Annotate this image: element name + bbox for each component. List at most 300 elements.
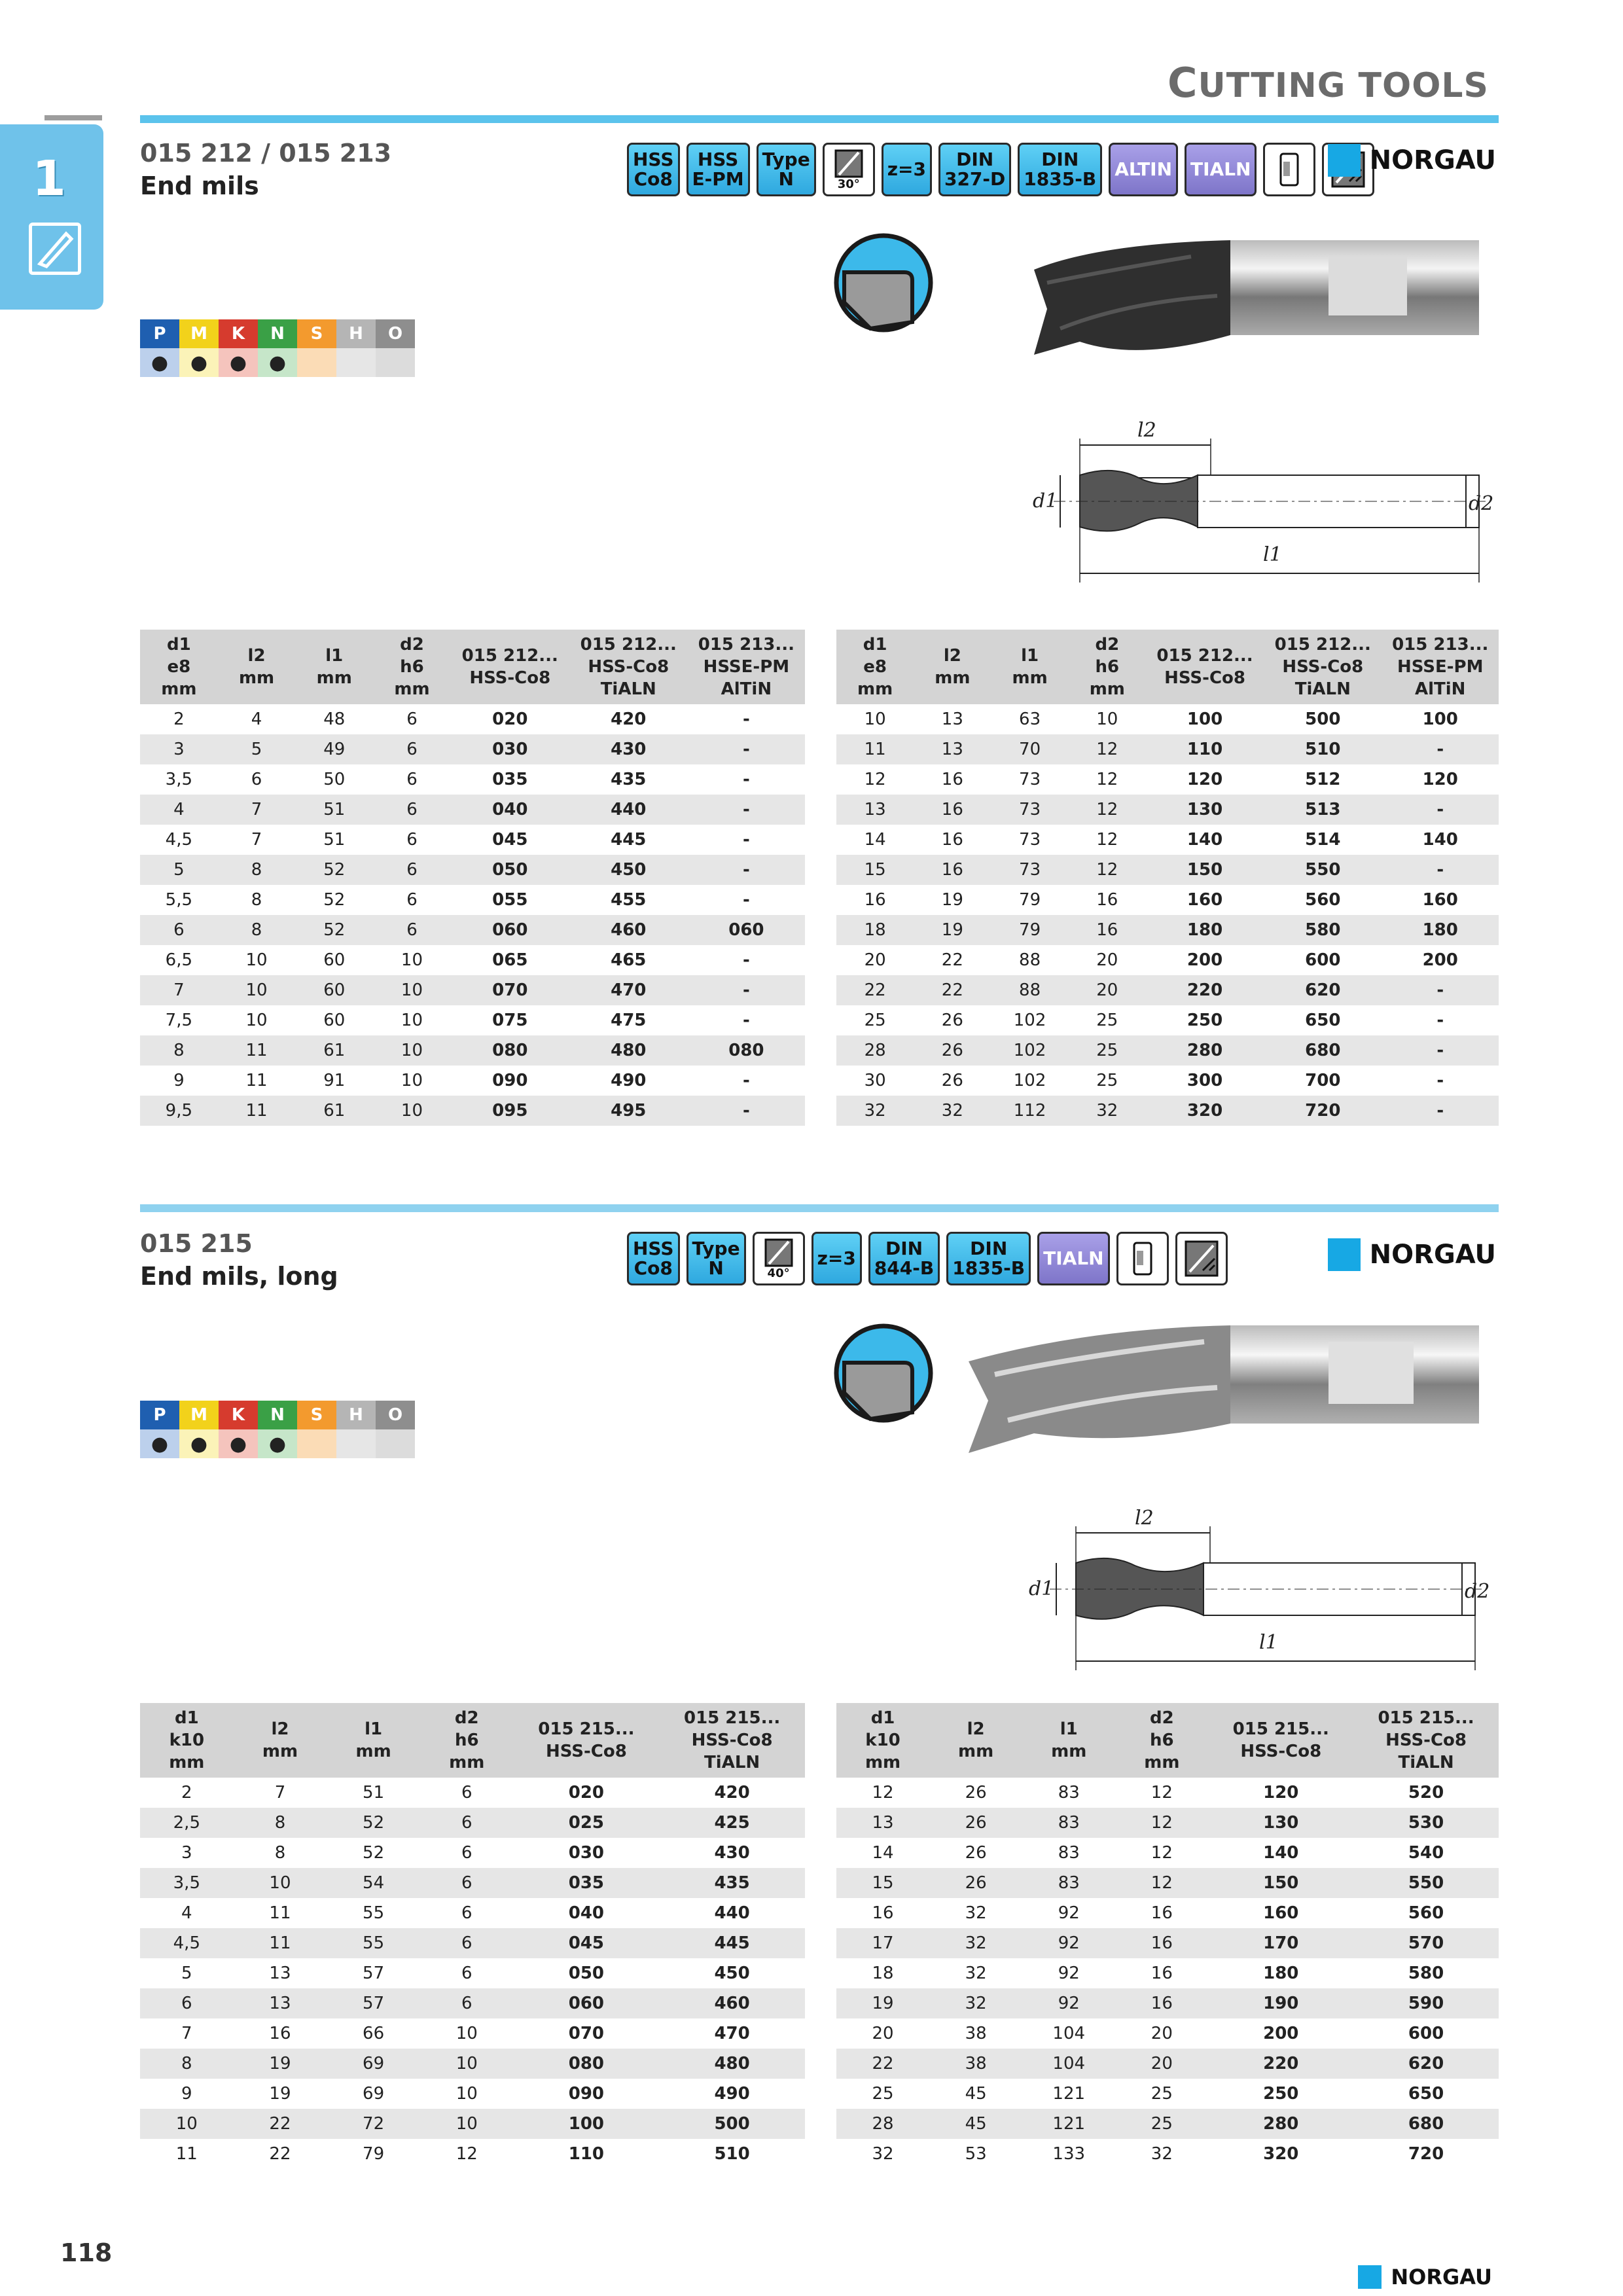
product-name: End mils, long xyxy=(140,1262,338,1291)
badge-angle-label: 40° xyxy=(767,1266,790,1280)
table-cell: 10 xyxy=(420,2049,514,2079)
table-cell: 57 xyxy=(363,1964,385,1983)
table-cell: 19 xyxy=(836,1988,929,2018)
badge-line-1: TIALN xyxy=(1043,1247,1104,1269)
table-cell: 79 xyxy=(991,915,1068,945)
table-cell: 19 xyxy=(941,890,963,910)
table-cell: 030 xyxy=(568,1843,605,1863)
table-cell: 250 xyxy=(1186,1011,1223,1030)
table-cell: 13 xyxy=(836,1808,929,1838)
table-cell: 9 xyxy=(181,2084,192,2104)
material-suitability-dot: ● xyxy=(140,348,179,377)
table-cell: 440 xyxy=(569,795,688,825)
table-cell: 460 xyxy=(569,915,688,945)
table-row xyxy=(140,885,805,915)
table-cell: 7 xyxy=(140,975,218,1005)
table-cell: 075 xyxy=(492,1011,528,1030)
table-cell: 104 xyxy=(1052,2024,1086,2043)
table-cell: 14 xyxy=(864,830,886,850)
table-cell: 250 xyxy=(1263,2084,1299,2104)
table-cell: 8 xyxy=(140,2049,234,2079)
table-cell: 070 xyxy=(568,2024,605,2043)
table-cell: 060 xyxy=(688,915,805,945)
table-cell: 11 xyxy=(218,1096,296,1126)
table-cell: 4 xyxy=(181,1903,192,1923)
table-cell: 91 xyxy=(323,1071,346,1090)
table-cell: 510 xyxy=(714,2144,750,2164)
table-row xyxy=(140,855,805,885)
table-cell: 88 xyxy=(1019,950,1041,970)
table-row xyxy=(836,1928,1499,1958)
table-cell: 090 xyxy=(492,1071,528,1090)
table-row xyxy=(140,2079,805,2109)
table-cell: 16 xyxy=(914,855,991,885)
table-cell: 513 xyxy=(1264,795,1382,825)
table-cell: 51 xyxy=(323,830,346,850)
table-cell: 460 xyxy=(659,1988,805,2018)
material-suitability-dot xyxy=(336,348,376,377)
table-cell: 10 xyxy=(234,1868,327,1898)
table-cell: 060 xyxy=(451,915,569,945)
material-group-H: H xyxy=(336,319,376,348)
table-cell: 680 xyxy=(1264,1035,1382,1066)
property-badge xyxy=(882,143,932,196)
table-cell: 020 xyxy=(492,709,528,729)
dim-l2-label: l2 xyxy=(1137,419,1156,442)
table-cell: 26 xyxy=(929,1868,1022,1898)
material-suitability-dot xyxy=(376,1429,415,1458)
table-cell: 61 xyxy=(295,1096,373,1126)
table-cell: 3,5 xyxy=(140,1868,234,1898)
badge-line-1: ALTIN xyxy=(1115,158,1173,180)
column-header: 015 213... HSSE-PM AlTiN xyxy=(688,630,805,704)
table-cell: 20 xyxy=(872,2024,894,2043)
dim-l2-label: l2 xyxy=(1135,1507,1154,1530)
table-cell: 6 xyxy=(406,890,418,910)
table-cell: 040 xyxy=(568,1903,605,1923)
cutting-profile-icon xyxy=(831,230,936,338)
table-cell: 12 xyxy=(1150,1843,1173,1863)
table-cell: 7 xyxy=(181,2024,192,2043)
table-cell: 020 xyxy=(568,1783,605,1803)
spec-table-right xyxy=(836,630,1499,1126)
table-row xyxy=(140,825,805,855)
table-cell: 3,5 xyxy=(165,770,193,789)
table-cell: 53 xyxy=(965,2144,987,2164)
material-group-P: P xyxy=(140,1401,179,1429)
table-cell: 52 xyxy=(295,915,373,945)
property-badge xyxy=(1109,143,1178,196)
table-cell: 420 xyxy=(611,709,647,729)
table-cell: 190 xyxy=(1208,1988,1353,2018)
column-header: d1 e8 mm xyxy=(836,630,914,704)
badge-line-1: DIN xyxy=(970,1238,1008,1259)
table-cell: 11 xyxy=(234,1928,327,1958)
dim-d1-label: d1 xyxy=(1029,1577,1054,1600)
chapter-number: 1 xyxy=(32,151,66,207)
table-row xyxy=(836,1035,1499,1066)
table-cell: 20 xyxy=(1096,950,1118,970)
badge-line-1: DIN xyxy=(1041,149,1079,170)
table-cell: 20 xyxy=(864,950,886,970)
table-row xyxy=(140,2018,805,2049)
table-cell: 83 xyxy=(1022,1868,1115,1898)
badge-line-1: DIN xyxy=(885,1238,923,1259)
table-cell: 16 xyxy=(1150,1964,1173,1983)
table-cell: - xyxy=(1436,1011,1444,1030)
table-cell: 10 xyxy=(140,2109,234,2139)
table-cell: 580 xyxy=(1408,1964,1444,1983)
table-row xyxy=(140,1838,805,1868)
table-cell: - xyxy=(742,709,750,729)
table-row xyxy=(836,945,1499,975)
table-cell: 26 xyxy=(914,1035,991,1066)
table-row xyxy=(836,2049,1499,2079)
property-badge xyxy=(687,1232,746,1285)
badge-angle-label: 30° xyxy=(837,177,860,191)
table-cell: 570 xyxy=(1353,1928,1499,1958)
table-cell: 16 xyxy=(941,830,963,850)
column-header: 015 212... HSS-Co8 xyxy=(451,630,569,704)
table-cell: 16 xyxy=(269,2024,291,2043)
table-cell: 055 xyxy=(492,890,528,910)
table-cell: 25 xyxy=(1115,2109,1208,2139)
table-row xyxy=(140,1035,805,1066)
table-cell: 080 xyxy=(688,1035,805,1066)
table-cell: 60 xyxy=(295,975,373,1005)
table-cell: 79 xyxy=(363,2144,385,2164)
table-cell: 16 xyxy=(872,1903,894,1923)
table-row xyxy=(140,2109,805,2139)
table-cell: 51 xyxy=(295,795,373,825)
table-cell: 4,5 xyxy=(140,1928,234,1958)
product-code: 015 212 / 015 213 xyxy=(140,139,392,168)
table-cell: 73 xyxy=(991,795,1068,825)
chapter-tab[interactable] xyxy=(0,124,103,310)
table-cell: 19 xyxy=(234,2049,327,2079)
table-cell: 435 xyxy=(659,1868,805,1898)
table-cell: 3 xyxy=(181,1843,192,1863)
table-cell: 26 xyxy=(965,1783,987,1803)
dim-d2-label: d2 xyxy=(1465,1580,1490,1603)
property-badge xyxy=(868,1232,940,1285)
table-cell: 79 xyxy=(1019,890,1041,910)
table-cell: 4 xyxy=(251,709,262,729)
table-cell: 025 xyxy=(514,1808,660,1838)
table-cell: 49 xyxy=(295,734,373,764)
badge-line-2: 1835-B xyxy=(1024,168,1097,190)
table-cell: 60 xyxy=(323,1011,346,1030)
table-cell: 180 xyxy=(1382,915,1499,945)
table-cell: 520 xyxy=(1408,1783,1444,1803)
table-cell: 32 xyxy=(929,1928,1022,1958)
table-cell: 514 xyxy=(1305,830,1341,850)
badge-line-2: 1835-B xyxy=(952,1257,1026,1279)
material-group-P: P xyxy=(140,319,179,348)
column-header: 015 212... HSS-Co8 TiALN xyxy=(1264,630,1382,704)
table-row xyxy=(836,1838,1499,1868)
table-cell: 63 xyxy=(1019,709,1041,729)
table-cell: - xyxy=(742,830,750,850)
table-cell: 2,5 xyxy=(140,1808,234,1838)
table-cell: 4,5 xyxy=(165,830,193,850)
table-row xyxy=(140,1928,805,1958)
table-row xyxy=(836,1898,1499,1928)
table-cell: 200 xyxy=(1186,950,1223,970)
table-cell: 160 xyxy=(1422,890,1458,910)
property-badges xyxy=(627,143,1374,196)
table-cell: 72 xyxy=(327,2109,420,2139)
page-number: 118 xyxy=(60,2238,113,2267)
table-cell: 420 xyxy=(714,1783,750,1803)
column-header: 015 212... HSS-Co8 xyxy=(1146,630,1264,704)
table-row xyxy=(140,1066,805,1096)
table-cell: 720 xyxy=(1264,1096,1382,1126)
table-cell: 10 xyxy=(455,2084,478,2104)
table-cell: - xyxy=(688,975,805,1005)
column-header: l1 mm xyxy=(327,1703,420,1778)
table-cell: 2 xyxy=(173,709,185,729)
column-header: 015 215... HSS-Co8 TiALN xyxy=(1353,1703,1499,1778)
table-row xyxy=(140,1778,805,1808)
material-group-M: M xyxy=(179,1401,219,1429)
table-cell: 83 xyxy=(1058,1843,1080,1863)
table-row xyxy=(836,2139,1499,2169)
table-cell: 73 xyxy=(1019,830,1041,850)
property-badge xyxy=(1037,1232,1109,1285)
material-group-K: K xyxy=(219,1401,258,1429)
table-row xyxy=(836,795,1499,825)
table-cell: 495 xyxy=(569,1096,688,1126)
top-gray-rule xyxy=(45,115,102,120)
table-cell: 050 xyxy=(451,855,569,885)
top-blue-rule xyxy=(140,115,1499,123)
table-cell: 6 xyxy=(461,1843,473,1863)
table-cell: 590 xyxy=(1353,1988,1499,2018)
property-badge xyxy=(1185,143,1257,196)
table-cell: 25 xyxy=(1096,1011,1118,1030)
column-header: d1 e8 mm xyxy=(140,630,218,704)
brand-square-icon xyxy=(1328,1238,1361,1271)
table-cell: 560 xyxy=(1305,890,1341,910)
table-row xyxy=(140,1096,805,1126)
table-cell: 180 xyxy=(1146,915,1264,945)
table-cell: 55 xyxy=(363,1903,385,1923)
table-cell: 15 xyxy=(836,1868,929,1898)
table-row xyxy=(140,1868,805,1898)
table-cell: 20 xyxy=(1069,975,1146,1005)
table-cell: 060 xyxy=(514,1988,660,2018)
table-cell: 440 xyxy=(714,1903,750,1923)
table-row xyxy=(140,915,805,945)
cutting-profile-icon xyxy=(831,1321,936,1428)
table-cell: 55 xyxy=(327,1928,420,1958)
table-cell: 28 xyxy=(836,1035,914,1066)
table-cell: 102 xyxy=(1013,1011,1046,1030)
column-header: l1 mm xyxy=(991,630,1068,704)
table-cell: 92 xyxy=(1022,1988,1115,2018)
table-cell: 720 xyxy=(1408,2144,1444,2164)
table-cell: 11 xyxy=(269,1903,291,1923)
table-cell: 470 xyxy=(569,975,688,1005)
table-cell: 280 xyxy=(1146,1035,1264,1066)
table-cell: 18 xyxy=(872,1964,894,1983)
table-cell: 83 xyxy=(1058,1783,1080,1803)
table-cell: 73 xyxy=(1019,770,1041,789)
brand-square-icon xyxy=(1328,144,1361,177)
table-cell: 9,5 xyxy=(140,1096,218,1126)
table-row xyxy=(140,2139,805,2169)
table-row xyxy=(836,1778,1499,1808)
table-row xyxy=(140,975,805,1005)
table-cell: 6 xyxy=(420,1868,514,1898)
table-cell: 17 xyxy=(836,1928,929,1958)
table-cell: 57 xyxy=(327,1988,420,2018)
table-cell: 10 xyxy=(245,950,268,970)
table-cell: 12 xyxy=(1096,830,1118,850)
table-cell: 700 xyxy=(1305,1071,1341,1090)
helix-angle-icon xyxy=(753,1232,805,1285)
table-cell: 620 xyxy=(1264,975,1382,1005)
table-cell: 080 xyxy=(451,1035,569,1066)
table-cell: 470 xyxy=(714,2024,750,2043)
table-cell: 32 xyxy=(836,1096,914,1126)
table-cell: 10 xyxy=(420,2109,514,2139)
table-row xyxy=(836,975,1499,1005)
table-cell: 22 xyxy=(234,2109,327,2139)
table-row xyxy=(836,1868,1499,1898)
column-header: d2 h6 mm xyxy=(1115,1703,1208,1778)
milling-direction-icon xyxy=(1175,1232,1228,1285)
table-cell: 112 xyxy=(991,1096,1068,1126)
table-cell: 450 xyxy=(569,855,688,885)
material-suitability-grid xyxy=(140,1401,415,1458)
brand-square-icon xyxy=(1358,2265,1382,2289)
table-cell: 560 xyxy=(1408,1903,1444,1923)
material-suitability-dot xyxy=(297,348,336,377)
table-cell: 6 xyxy=(140,1988,234,2018)
table-row xyxy=(836,734,1499,764)
table-cell: 170 xyxy=(1208,1928,1353,1958)
table-cell: 140 xyxy=(1186,830,1223,850)
property-badges xyxy=(627,1232,1228,1285)
table-cell: 150 xyxy=(1208,1868,1353,1898)
section-divider xyxy=(140,1204,1499,1212)
table-cell: - xyxy=(742,890,750,910)
column-header: l2 mm xyxy=(929,1703,1022,1778)
column-header: 015 212... HSS-Co8 TiALN xyxy=(569,630,688,704)
table-cell: 16 xyxy=(1150,1903,1173,1923)
table-cell: 140 xyxy=(1422,830,1458,850)
table-cell: 102 xyxy=(1013,1071,1046,1090)
table-cell: 92 xyxy=(1058,1964,1080,1983)
table-cell: 10 xyxy=(373,1096,451,1126)
table-cell: 12 xyxy=(1115,1808,1208,1838)
table-cell: - xyxy=(688,734,805,764)
badge-line-1: Type xyxy=(762,149,810,170)
table-cell: 035 xyxy=(514,1868,660,1898)
table-cell: 12 xyxy=(872,1783,894,1803)
table-cell: 11 xyxy=(836,734,914,764)
table-cell: 320 xyxy=(1263,2144,1299,2164)
table-cell: 445 xyxy=(659,1928,805,1958)
table-cell: 14 xyxy=(872,1843,894,1863)
table-row xyxy=(140,764,805,795)
table-cell: 110 xyxy=(1146,734,1264,764)
property-badge xyxy=(687,143,750,196)
table-cell: 69 xyxy=(327,2049,420,2079)
helix-angle-icon xyxy=(823,143,875,196)
table-cell: 7,5 xyxy=(165,1011,193,1030)
table-cell: 7 xyxy=(274,1783,286,1803)
table-row xyxy=(836,885,1499,915)
table-cell: 133 xyxy=(1052,2144,1086,2164)
badge-line-1: z=3 xyxy=(817,1247,856,1269)
property-badge xyxy=(757,143,816,196)
table-cell: 5 xyxy=(181,1964,192,1983)
table-cell: 680 xyxy=(1353,2109,1499,2139)
table-cell: 19 xyxy=(914,915,991,945)
table-cell: 30 xyxy=(864,1071,886,1090)
table-cell: 8 xyxy=(234,1808,327,1838)
table-cell: 16 xyxy=(1115,1988,1208,2018)
material-group-N: N xyxy=(258,319,297,348)
table-cell: 100 xyxy=(1186,709,1223,729)
badge-line-2: 327-D xyxy=(944,168,1006,190)
table-cell: 12 xyxy=(1150,1783,1173,1803)
material-group-H: H xyxy=(336,1401,376,1429)
table-cell: - xyxy=(1436,1071,1444,1090)
table-cell: 070 xyxy=(451,975,569,1005)
table-cell: - xyxy=(742,1011,750,1030)
table-cell: 73 xyxy=(991,855,1068,885)
shank-icon xyxy=(1116,1232,1169,1285)
table-cell: 121 xyxy=(1052,2084,1086,2104)
table-row xyxy=(836,825,1499,855)
table-cell: 102 xyxy=(991,1035,1068,1066)
material-group-K: K xyxy=(219,319,258,348)
table-cell: 200 xyxy=(1263,2024,1299,2043)
badge-line-2: Co8 xyxy=(633,1257,673,1279)
property-badge xyxy=(627,143,680,196)
table-cell: 8 xyxy=(218,915,296,945)
dimension-diagram xyxy=(1034,419,1492,585)
spec-table-left xyxy=(140,1703,805,2169)
table-row xyxy=(140,1958,805,1988)
table-cell: 6 xyxy=(420,1928,514,1958)
table-cell: 10 xyxy=(245,1011,268,1030)
table-cell: 12 xyxy=(1096,770,1118,789)
table-cell: 425 xyxy=(659,1808,805,1838)
badge-line-1: TIALN xyxy=(1190,158,1251,180)
table-cell: 6 xyxy=(420,1988,514,2018)
table-cell: 550 xyxy=(1353,1868,1499,1898)
table-cell: 5 xyxy=(140,855,218,885)
table-row xyxy=(836,704,1499,734)
table-cell: 25 xyxy=(1069,1035,1146,1066)
table-cell: 13 xyxy=(941,709,963,729)
spec-table-left xyxy=(140,630,805,1126)
column-header: l2 mm xyxy=(234,1703,327,1778)
table-cell: 475 xyxy=(611,1011,647,1030)
table-cell: 550 xyxy=(1264,855,1382,885)
table-cell: 13 xyxy=(234,1988,327,2018)
column-header: 015 215... HSS-Co8 xyxy=(514,1703,660,1778)
dim-l1-label: l1 xyxy=(1259,1631,1278,1654)
table-cell: 200 xyxy=(1422,950,1458,970)
table-cell: 8 xyxy=(218,855,296,885)
column-header: d2 h6 mm xyxy=(420,1703,514,1778)
